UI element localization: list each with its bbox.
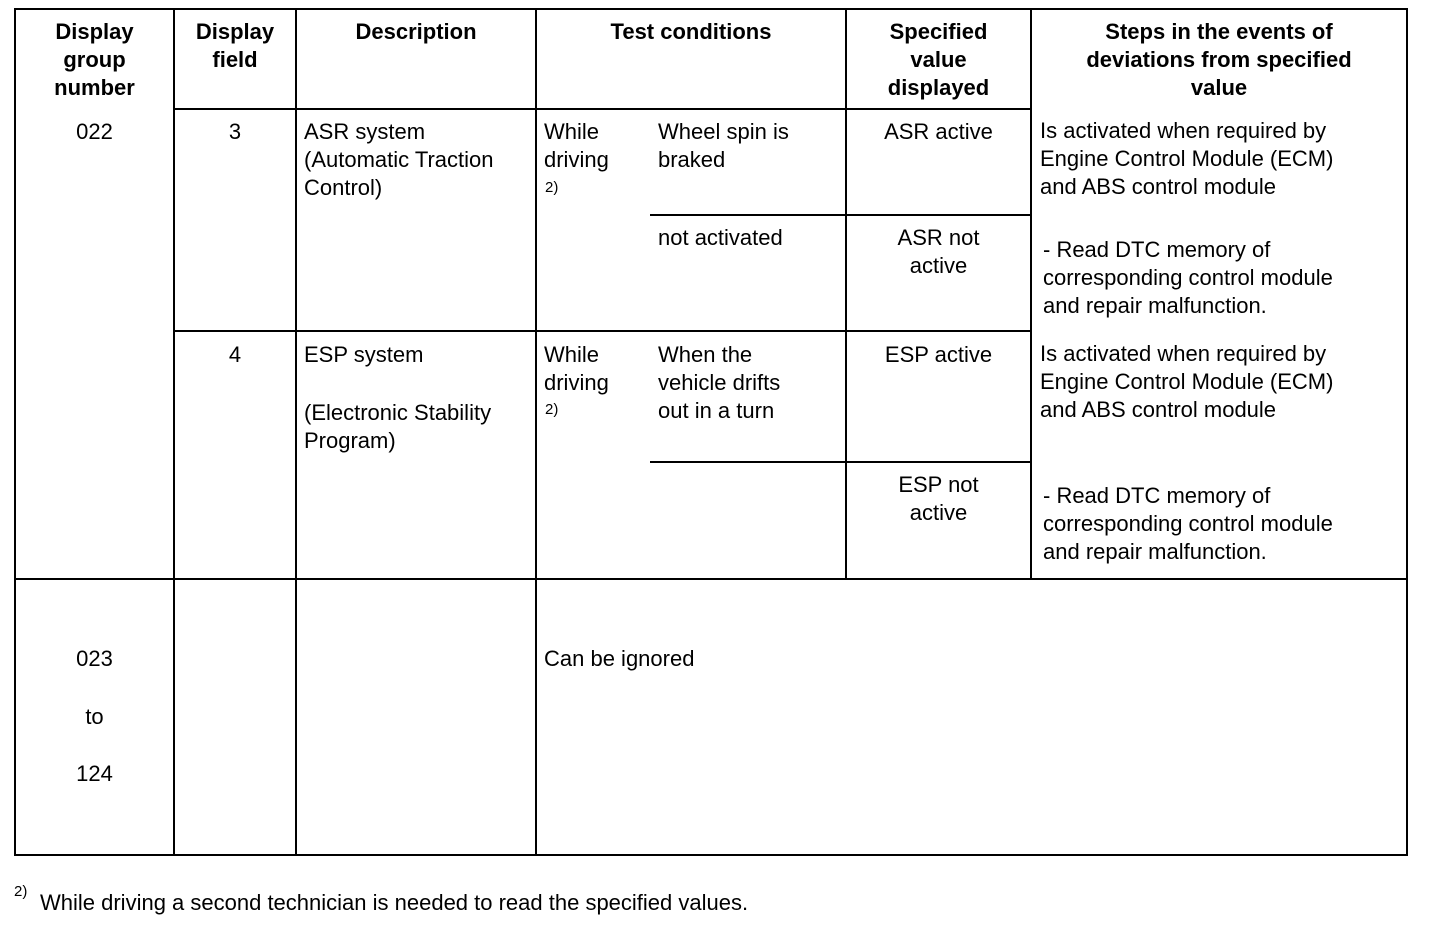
footnote-ref: 2)	[545, 401, 559, 418]
condition-while-driving: While driving	[544, 342, 609, 395]
field-number: 3	[228, 119, 242, 144]
header-steps-deviations: Steps in the events of deviations from specified value	[1086, 19, 1352, 100]
header-description: Description	[355, 19, 477, 44]
header-specified-value: Specified value displayed	[887, 19, 990, 100]
condition-not-activated: not activated	[658, 225, 783, 250]
field-number: 4	[228, 342, 242, 367]
value-esp-not-active: ESP not active	[898, 472, 979, 525]
footnote-ref: 2)	[545, 179, 559, 196]
description-asr: ASR system (Automatic Traction Control)	[304, 119, 494, 200]
value-esp-active: ESP active	[884, 342, 993, 367]
range-to-word: to	[85, 704, 104, 729]
range-note: Can be ignored	[544, 646, 695, 671]
steps-esp-read-dtc: - Read DTC memory of corresponding control module and repair malfunction.	[1043, 483, 1333, 564]
group-number: 022	[76, 119, 113, 144]
description-esp-detail: (Electronic Stability Program)	[304, 400, 492, 453]
description-esp: ESP system	[304, 342, 424, 367]
header-test-conditions: Test conditions	[610, 19, 772, 44]
value-asr-active: ASR active	[884, 119, 993, 144]
header-display-group-number: Display group number	[54, 19, 135, 100]
value-asr-not-active: ASR not active	[897, 225, 980, 278]
steps-asr-activation: Is activated when required by Engine Control Module (ECM) and ABS control module	[1040, 118, 1334, 199]
steps-asr-read-dtc: - Read DTC memory of corresponding control module and repair malfunction.	[1043, 237, 1333, 318]
footnote-text: While driving a second technician is needed to read the specified values.	[40, 890, 749, 915]
condition-wheel-spin: Wheel spin is braked	[658, 119, 789, 172]
header-display-field: Display field	[195, 19, 275, 72]
steps-esp-activation: Is activated when required by Engine Control Module (ECM) and ABS control module	[1040, 341, 1334, 422]
range-end: 124	[76, 761, 113, 786]
condition-while-driving: While driving	[544, 119, 609, 172]
footnote-marker: 2)	[14, 883, 28, 900]
condition-vehicle-drifts: When the vehicle drifts out in a turn	[658, 342, 781, 423]
range-start: 023	[76, 646, 113, 671]
